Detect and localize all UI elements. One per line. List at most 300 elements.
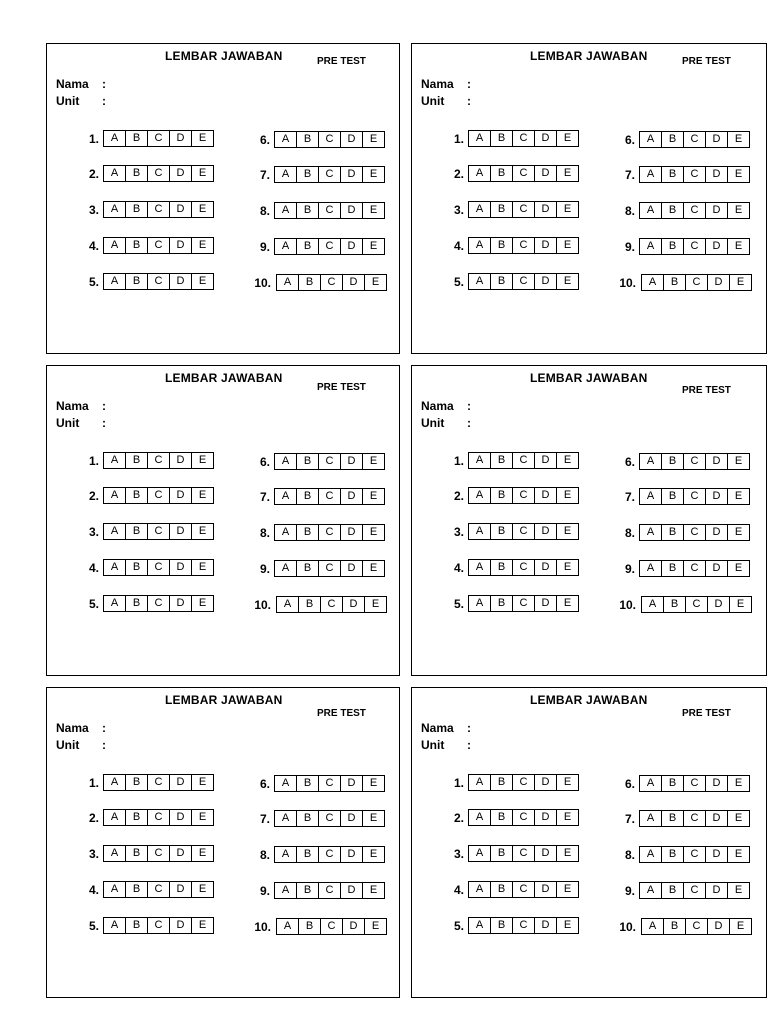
option-d-box[interactable]: D	[706, 454, 728, 469]
option-c-box[interactable]: C	[513, 488, 535, 503]
option-b-box[interactable]: B	[126, 596, 148, 611]
option-a-box[interactable]: A	[277, 919, 299, 934]
option-d-box[interactable]: D	[341, 811, 363, 826]
option-a-box[interactable]: A	[640, 811, 662, 826]
option-a-box[interactable]: A	[640, 203, 662, 218]
option-d-box[interactable]: D	[535, 775, 557, 790]
option-b-box[interactable]: B	[297, 525, 319, 540]
option-c-box[interactable]: C	[319, 847, 341, 862]
option-e-box[interactable]: E	[736, 276, 745, 288]
option-c-box[interactable]: C	[686, 275, 708, 290]
option-a-box[interactable]: A	[469, 524, 491, 539]
option-d-box[interactable]: D	[535, 238, 557, 253]
option-c-box[interactable]: C	[513, 131, 535, 146]
option-a-box[interactable]: A	[104, 238, 126, 253]
option-c-box[interactable]: C	[684, 239, 706, 254]
unit-field[interactable]	[421, 738, 471, 752]
option-a-box[interactable]: A	[104, 166, 126, 181]
option-c-box[interactable]: C	[148, 596, 170, 611]
option-d-box[interactable]: D	[706, 847, 728, 862]
option-d-box[interactable]: D	[706, 525, 728, 540]
option-a-box[interactable]: A	[469, 274, 491, 289]
option-c-box[interactable]: C	[684, 525, 706, 540]
option-a-box[interactable]: A	[275, 489, 297, 504]
option-a-box[interactable]: A	[469, 488, 491, 503]
option-d-box[interactable]: D	[170, 560, 192, 575]
option-e-box[interactable]: E	[369, 490, 378, 502]
option-c-box[interactable]: C	[148, 775, 170, 790]
option-a-box[interactable]: A	[469, 918, 491, 933]
option-c-box[interactable]: C	[319, 811, 341, 826]
option-a-box[interactable]: A	[469, 775, 491, 790]
option-e-box[interactable]: E	[736, 920, 745, 932]
option-a-box[interactable]: A	[469, 453, 491, 468]
option-c-box[interactable]: C	[319, 132, 341, 147]
option-c-box[interactable]: C	[513, 524, 535, 539]
option-a-box[interactable]: A	[275, 454, 297, 469]
option-e-box[interactable]: E	[198, 489, 207, 501]
option-d-box[interactable]: D	[341, 239, 363, 254]
option-c-box[interactable]: C	[148, 488, 170, 503]
option-b-box[interactable]: B	[299, 275, 321, 290]
option-a-box[interactable]: A	[275, 239, 297, 254]
option-a-box[interactable]: A	[104, 524, 126, 539]
option-b-box[interactable]: B	[662, 454, 684, 469]
name-field[interactable]	[421, 721, 471, 735]
option-a-box[interactable]: A	[469, 560, 491, 575]
option-e-box[interactable]: E	[734, 168, 743, 180]
option-c-box[interactable]: C	[684, 776, 706, 791]
option-b-box[interactable]: B	[664, 597, 686, 612]
option-b-box[interactable]: B	[126, 238, 148, 253]
option-d-box[interactable]: D	[706, 776, 728, 791]
option-b-box[interactable]: B	[664, 275, 686, 290]
option-e-box[interactable]: E	[563, 776, 572, 788]
option-c-box[interactable]: C	[513, 918, 535, 933]
option-c-box[interactable]: C	[684, 847, 706, 862]
option-a-box[interactable]: A	[640, 132, 662, 147]
option-a-box[interactable]: A	[275, 167, 297, 182]
option-c-box[interactable]: C	[319, 883, 341, 898]
option-a-box[interactable]: A	[104, 918, 126, 933]
option-e-box[interactable]: E	[563, 454, 572, 466]
option-b-box[interactable]: B	[297, 454, 319, 469]
option-e-box[interactable]: E	[369, 240, 378, 252]
option-a-box[interactable]: A	[642, 597, 664, 612]
option-e-box[interactable]: E	[563, 275, 572, 287]
option-a-box[interactable]: A	[469, 238, 491, 253]
option-e-box[interactable]: E	[198, 239, 207, 251]
option-d-box[interactable]: D	[535, 166, 557, 181]
option-e-box[interactable]: E	[734, 204, 743, 216]
option-a-box[interactable]: A	[275, 847, 297, 862]
option-a-box[interactable]: A	[640, 454, 662, 469]
option-b-box[interactable]: B	[297, 561, 319, 576]
option-e-box[interactable]: E	[734, 455, 743, 467]
option-e-box[interactable]: E	[369, 812, 378, 824]
option-c-box[interactable]: C	[684, 203, 706, 218]
option-d-box[interactable]: D	[170, 524, 192, 539]
option-a-box[interactable]: A	[275, 132, 297, 147]
option-b-box[interactable]: B	[297, 167, 319, 182]
option-b-box[interactable]: B	[297, 883, 319, 898]
option-b-box[interactable]: B	[297, 489, 319, 504]
option-e-box[interactable]: E	[198, 883, 207, 895]
option-d-box[interactable]: D	[535, 131, 557, 146]
option-e-box[interactable]: E	[371, 920, 380, 932]
option-e-box[interactable]: E	[198, 776, 207, 788]
option-d-box[interactable]: D	[341, 776, 363, 791]
option-d-box[interactable]: D	[535, 596, 557, 611]
option-d-box[interactable]: D	[170, 810, 192, 825]
option-a-box[interactable]: A	[104, 882, 126, 897]
option-d-box[interactable]: D	[535, 810, 557, 825]
option-b-box[interactable]: B	[297, 132, 319, 147]
option-e-box[interactable]: E	[369, 455, 378, 467]
option-e-box[interactable]: E	[736, 598, 745, 610]
option-b-box[interactable]: B	[297, 203, 319, 218]
option-b-box[interactable]: B	[297, 239, 319, 254]
option-a-box[interactable]: A	[469, 131, 491, 146]
unit-field[interactable]	[56, 416, 106, 430]
option-a-box[interactable]: A	[640, 561, 662, 576]
option-e-box[interactable]: E	[371, 276, 380, 288]
option-d-box[interactable]: D	[170, 488, 192, 503]
option-e-box[interactable]: E	[369, 204, 378, 216]
option-d-box[interactable]: D	[535, 488, 557, 503]
option-c-box[interactable]: C	[513, 775, 535, 790]
option-b-box[interactable]: B	[126, 166, 148, 181]
unit-field[interactable]	[421, 416, 471, 430]
option-b-box[interactable]: B	[126, 810, 148, 825]
option-e-box[interactable]: E	[369, 848, 378, 860]
option-a-box[interactable]: A	[104, 775, 126, 790]
option-a-box[interactable]: A	[104, 560, 126, 575]
option-d-box[interactable]: D	[341, 167, 363, 182]
option-a-box[interactable]: A	[277, 597, 299, 612]
option-e-box[interactable]: E	[563, 597, 572, 609]
option-e-box[interactable]: E	[563, 525, 572, 537]
option-e-box[interactable]: E	[734, 562, 743, 574]
option-c-box[interactable]: C	[513, 560, 535, 575]
option-a-box[interactable]: A	[104, 488, 126, 503]
option-b-box[interactable]: B	[664, 919, 686, 934]
option-b-box[interactable]: B	[491, 453, 513, 468]
option-c-box[interactable]: C	[148, 274, 170, 289]
option-a-box[interactable]: A	[640, 847, 662, 862]
option-a-box[interactable]: A	[275, 776, 297, 791]
option-c-box[interactable]: C	[321, 275, 343, 290]
option-a-box[interactable]: A	[640, 239, 662, 254]
option-d-box[interactable]: D	[170, 775, 192, 790]
option-b-box[interactable]: B	[491, 560, 513, 575]
name-field[interactable]	[56, 721, 106, 735]
option-e-box[interactable]: E	[198, 525, 207, 537]
option-e-box[interactable]: E	[563, 239, 572, 251]
option-d-box[interactable]: D	[343, 597, 365, 612]
option-b-box[interactable]: B	[126, 560, 148, 575]
option-b-box[interactable]: B	[299, 919, 321, 934]
option-b-box[interactable]: B	[662, 132, 684, 147]
option-c-box[interactable]: C	[319, 167, 341, 182]
name-field[interactable]	[421, 77, 471, 91]
option-d-box[interactable]: D	[708, 919, 730, 934]
option-d-box[interactable]: D	[341, 883, 363, 898]
option-d-box[interactable]: D	[535, 918, 557, 933]
option-e-box[interactable]: E	[369, 777, 378, 789]
option-c-box[interactable]: C	[513, 274, 535, 289]
option-e-box[interactable]: E	[563, 132, 572, 144]
option-c-box[interactable]: C	[513, 596, 535, 611]
option-d-box[interactable]: D	[535, 274, 557, 289]
option-e-box[interactable]: E	[734, 812, 743, 824]
option-c-box[interactable]: C	[319, 454, 341, 469]
option-a-box[interactable]: A	[104, 274, 126, 289]
option-b-box[interactable]: B	[126, 524, 148, 539]
option-a-box[interactable]: A	[640, 883, 662, 898]
option-b-box[interactable]: B	[126, 274, 148, 289]
option-a-box[interactable]: A	[640, 167, 662, 182]
option-b-box[interactable]: B	[491, 202, 513, 217]
option-a-box[interactable]: A	[104, 846, 126, 861]
option-b-box[interactable]: B	[297, 776, 319, 791]
option-e-box[interactable]: E	[563, 489, 572, 501]
option-b-box[interactable]: B	[297, 811, 319, 826]
option-a-box[interactable]: A	[104, 131, 126, 146]
option-a-box[interactable]: A	[277, 275, 299, 290]
option-d-box[interactable]: D	[341, 489, 363, 504]
option-e-box[interactable]: E	[369, 526, 378, 538]
option-c-box[interactable]: C	[513, 453, 535, 468]
option-b-box[interactable]: B	[491, 524, 513, 539]
option-e-box[interactable]: E	[734, 848, 743, 860]
option-a-box[interactable]: A	[642, 919, 664, 934]
option-d-box[interactable]: D	[341, 454, 363, 469]
option-d-box[interactable]: D	[343, 275, 365, 290]
option-d-box[interactable]: D	[706, 132, 728, 147]
option-e-box[interactable]: E	[563, 811, 572, 823]
option-b-box[interactable]: B	[491, 274, 513, 289]
option-b-box[interactable]: B	[491, 775, 513, 790]
option-b-box[interactable]: B	[491, 488, 513, 503]
option-b-box[interactable]: B	[491, 882, 513, 897]
option-b-box[interactable]: B	[662, 776, 684, 791]
option-d-box[interactable]: D	[170, 274, 192, 289]
option-c-box[interactable]: C	[148, 810, 170, 825]
option-d-box[interactable]: D	[535, 453, 557, 468]
option-d-box[interactable]: D	[706, 883, 728, 898]
option-d-box[interactable]: D	[535, 846, 557, 861]
option-e-box[interactable]: E	[734, 490, 743, 502]
option-b-box[interactable]: B	[126, 202, 148, 217]
name-field[interactable]	[56, 77, 106, 91]
option-e-box[interactable]: E	[198, 919, 207, 931]
option-b-box[interactable]: B	[126, 882, 148, 897]
option-c-box[interactable]: C	[148, 131, 170, 146]
option-d-box[interactable]: D	[706, 561, 728, 576]
option-d-box[interactable]: D	[708, 597, 730, 612]
option-d-box[interactable]: D	[341, 561, 363, 576]
option-d-box[interactable]: D	[706, 489, 728, 504]
option-b-box[interactable]: B	[662, 525, 684, 540]
option-c-box[interactable]: C	[321, 919, 343, 934]
option-e-box[interactable]: E	[734, 884, 743, 896]
option-a-box[interactable]: A	[275, 811, 297, 826]
option-b-box[interactable]: B	[491, 131, 513, 146]
option-e-box[interactable]: E	[371, 598, 380, 610]
option-e-box[interactable]: E	[198, 167, 207, 179]
option-b-box[interactable]: B	[662, 811, 684, 826]
option-e-box[interactable]: E	[563, 883, 572, 895]
option-a-box[interactable]: A	[104, 202, 126, 217]
option-c-box[interactable]: C	[319, 239, 341, 254]
option-b-box[interactable]: B	[126, 775, 148, 790]
option-c-box[interactable]: C	[148, 202, 170, 217]
option-c-box[interactable]: C	[148, 560, 170, 575]
option-c-box[interactable]: C	[321, 597, 343, 612]
option-e-box[interactable]: E	[198, 454, 207, 466]
option-c-box[interactable]: C	[319, 525, 341, 540]
option-b-box[interactable]: B	[662, 489, 684, 504]
option-c-box[interactable]: C	[513, 202, 535, 217]
option-d-box[interactable]: D	[706, 811, 728, 826]
unit-field[interactable]	[56, 94, 106, 108]
option-a-box[interactable]: A	[104, 810, 126, 825]
option-a-box[interactable]: A	[640, 776, 662, 791]
option-e-box[interactable]: E	[734, 133, 743, 145]
option-d-box[interactable]: D	[170, 131, 192, 146]
option-a-box[interactable]: A	[275, 561, 297, 576]
unit-field[interactable]	[421, 94, 471, 108]
option-c-box[interactable]: C	[684, 883, 706, 898]
option-d-box[interactable]: D	[170, 882, 192, 897]
option-c-box[interactable]: C	[513, 238, 535, 253]
option-b-box[interactable]: B	[126, 131, 148, 146]
option-c-box[interactable]: C	[148, 524, 170, 539]
option-a-box[interactable]: A	[640, 489, 662, 504]
option-e-box[interactable]: E	[369, 168, 378, 180]
option-c-box[interactable]: C	[684, 132, 706, 147]
option-c-box[interactable]: C	[684, 454, 706, 469]
option-d-box[interactable]: D	[535, 560, 557, 575]
option-b-box[interactable]: B	[491, 810, 513, 825]
option-b-box[interactable]: B	[662, 203, 684, 218]
option-e-box[interactable]: E	[563, 919, 572, 931]
option-c-box[interactable]: C	[148, 846, 170, 861]
option-e-box[interactable]: E	[563, 847, 572, 859]
option-e-box[interactable]: E	[563, 203, 572, 215]
option-d-box[interactable]: D	[341, 525, 363, 540]
name-field[interactable]	[56, 399, 106, 413]
name-field[interactable]	[421, 399, 471, 413]
option-a-box[interactable]: A	[642, 275, 664, 290]
option-d-box[interactable]: D	[341, 203, 363, 218]
option-d-box[interactable]: D	[535, 882, 557, 897]
option-b-box[interactable]: B	[662, 167, 684, 182]
option-a-box[interactable]: A	[640, 525, 662, 540]
option-b-box[interactable]: B	[491, 166, 513, 181]
option-d-box[interactable]: D	[708, 275, 730, 290]
option-d-box[interactable]: D	[343, 919, 365, 934]
option-d-box[interactable]: D	[170, 453, 192, 468]
option-a-box[interactable]: A	[275, 203, 297, 218]
option-d-box[interactable]: D	[535, 202, 557, 217]
option-b-box[interactable]: B	[662, 847, 684, 862]
option-b-box[interactable]: B	[491, 846, 513, 861]
option-b-box[interactable]: B	[662, 561, 684, 576]
option-c-box[interactable]: C	[148, 166, 170, 181]
option-b-box[interactable]: B	[297, 847, 319, 862]
option-c-box[interactable]: C	[148, 238, 170, 253]
option-b-box[interactable]: B	[299, 597, 321, 612]
option-b-box[interactable]: B	[126, 488, 148, 503]
option-d-box[interactable]: D	[170, 166, 192, 181]
option-d-box[interactable]: D	[706, 167, 728, 182]
option-a-box[interactable]: A	[104, 596, 126, 611]
option-c-box[interactable]: C	[319, 776, 341, 791]
option-e-box[interactable]: E	[734, 777, 743, 789]
option-c-box[interactable]: C	[513, 166, 535, 181]
option-c-box[interactable]: C	[684, 811, 706, 826]
option-e-box[interactable]: E	[563, 561, 572, 573]
option-a-box[interactable]: A	[469, 846, 491, 861]
option-c-box[interactable]: C	[513, 882, 535, 897]
option-c-box[interactable]: C	[148, 918, 170, 933]
option-d-box[interactable]: D	[170, 202, 192, 217]
option-b-box[interactable]: B	[126, 918, 148, 933]
option-e-box[interactable]: E	[369, 884, 378, 896]
option-b-box[interactable]: B	[491, 596, 513, 611]
option-a-box[interactable]: A	[469, 166, 491, 181]
option-d-box[interactable]: D	[341, 847, 363, 862]
option-d-box[interactable]: D	[170, 918, 192, 933]
option-c-box[interactable]: C	[513, 810, 535, 825]
option-a-box[interactable]: A	[469, 596, 491, 611]
option-c-box[interactable]: C	[684, 489, 706, 504]
option-b-box[interactable]: B	[662, 883, 684, 898]
option-e-box[interactable]: E	[198, 275, 207, 287]
option-e-box[interactable]: E	[198, 847, 207, 859]
option-e-box[interactable]: E	[563, 167, 572, 179]
option-b-box[interactable]: B	[126, 453, 148, 468]
option-c-box[interactable]: C	[319, 203, 341, 218]
option-e-box[interactable]: E	[734, 526, 743, 538]
option-e-box[interactable]: E	[198, 203, 207, 215]
option-c-box[interactable]: C	[148, 882, 170, 897]
option-b-box[interactable]: B	[491, 238, 513, 253]
option-b-box[interactable]: B	[126, 846, 148, 861]
option-c-box[interactable]: C	[686, 919, 708, 934]
option-e-box[interactable]: E	[734, 240, 743, 252]
option-c-box[interactable]: C	[686, 597, 708, 612]
option-e-box[interactable]: E	[198, 597, 207, 609]
option-b-box[interactable]: B	[491, 918, 513, 933]
option-d-box[interactable]: D	[535, 524, 557, 539]
option-d-box[interactable]: D	[170, 596, 192, 611]
unit-field[interactable]	[56, 738, 106, 752]
option-a-box[interactable]: A	[104, 453, 126, 468]
option-d-box[interactable]: D	[706, 203, 728, 218]
option-e-box[interactable]: E	[369, 562, 378, 574]
option-b-box[interactable]: B	[662, 239, 684, 254]
option-c-box[interactable]: C	[319, 489, 341, 504]
option-a-box[interactable]: A	[469, 202, 491, 217]
option-e-box[interactable]: E	[198, 132, 207, 144]
option-a-box[interactable]: A	[469, 810, 491, 825]
option-e-box[interactable]: E	[198, 811, 207, 823]
option-a-box[interactable]: A	[275, 883, 297, 898]
option-d-box[interactable]: D	[341, 132, 363, 147]
